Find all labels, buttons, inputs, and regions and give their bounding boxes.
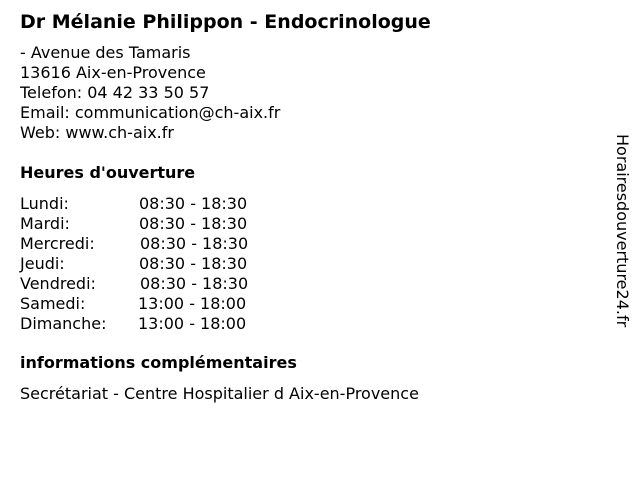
hours-row-tuesday — [20, 214, 300, 234]
hours-row-friday — [20, 274, 300, 294]
contact-block — [20, 43, 280, 143]
email-address: Email: communication@ch-aix.fr — [20, 103, 281, 122]
website: Web: www.ch-aix.fr — [20, 123, 174, 142]
additional-info-text: Secrétariat - Centre Hospitalier d Aix-en-Provence — [20, 384, 419, 403]
time-range: 08:30 - 18:30 — [140, 234, 249, 253]
hours-row-thursday — [20, 254, 300, 274]
opening-hours-table — [20, 194, 300, 334]
day-label: Jeudi: — [20, 254, 65, 273]
day-label: Mardi: — [20, 214, 70, 233]
time-range: 13:00 - 18:00 — [138, 294, 247, 313]
time-range: 08:30 - 18:30 — [139, 214, 248, 233]
time-range: 13:00 - 18:00 — [138, 314, 247, 333]
hours-row-wednesday — [20, 234, 300, 254]
page-title: Dr Mélanie Philippon - Endocrinologue — [20, 11, 431, 33]
day-label: Mercredi: — [20, 234, 95, 253]
additional-info-heading: informations complémentaires — [20, 353, 297, 372]
hours-row-monday — [20, 194, 300, 214]
time-range: 08:30 - 18:30 — [140, 274, 249, 293]
day-label: Vendredi: — [20, 274, 96, 293]
phone-number: Telefon: 04 42 33 50 57 — [20, 83, 210, 102]
street-address: - Avenue des Tamaris — [20, 43, 191, 62]
time-range: 08:30 - 18:30 — [139, 254, 248, 273]
city-address: 13616 Aix-en-Provence — [20, 63, 206, 82]
site-watermark: Horairesdouverture24.fr — [613, 134, 632, 328]
day-label: Samedi: — [20, 294, 86, 313]
day-label: Lundi: — [20, 194, 69, 213]
hours-row-sunday — [20, 314, 300, 334]
time-range: 08:30 - 18:30 — [139, 194, 248, 213]
opening-hours-heading: Heures d'ouverture — [20, 163, 196, 182]
hours-row-saturday — [20, 294, 300, 314]
day-label: Dimanche: — [20, 314, 107, 333]
